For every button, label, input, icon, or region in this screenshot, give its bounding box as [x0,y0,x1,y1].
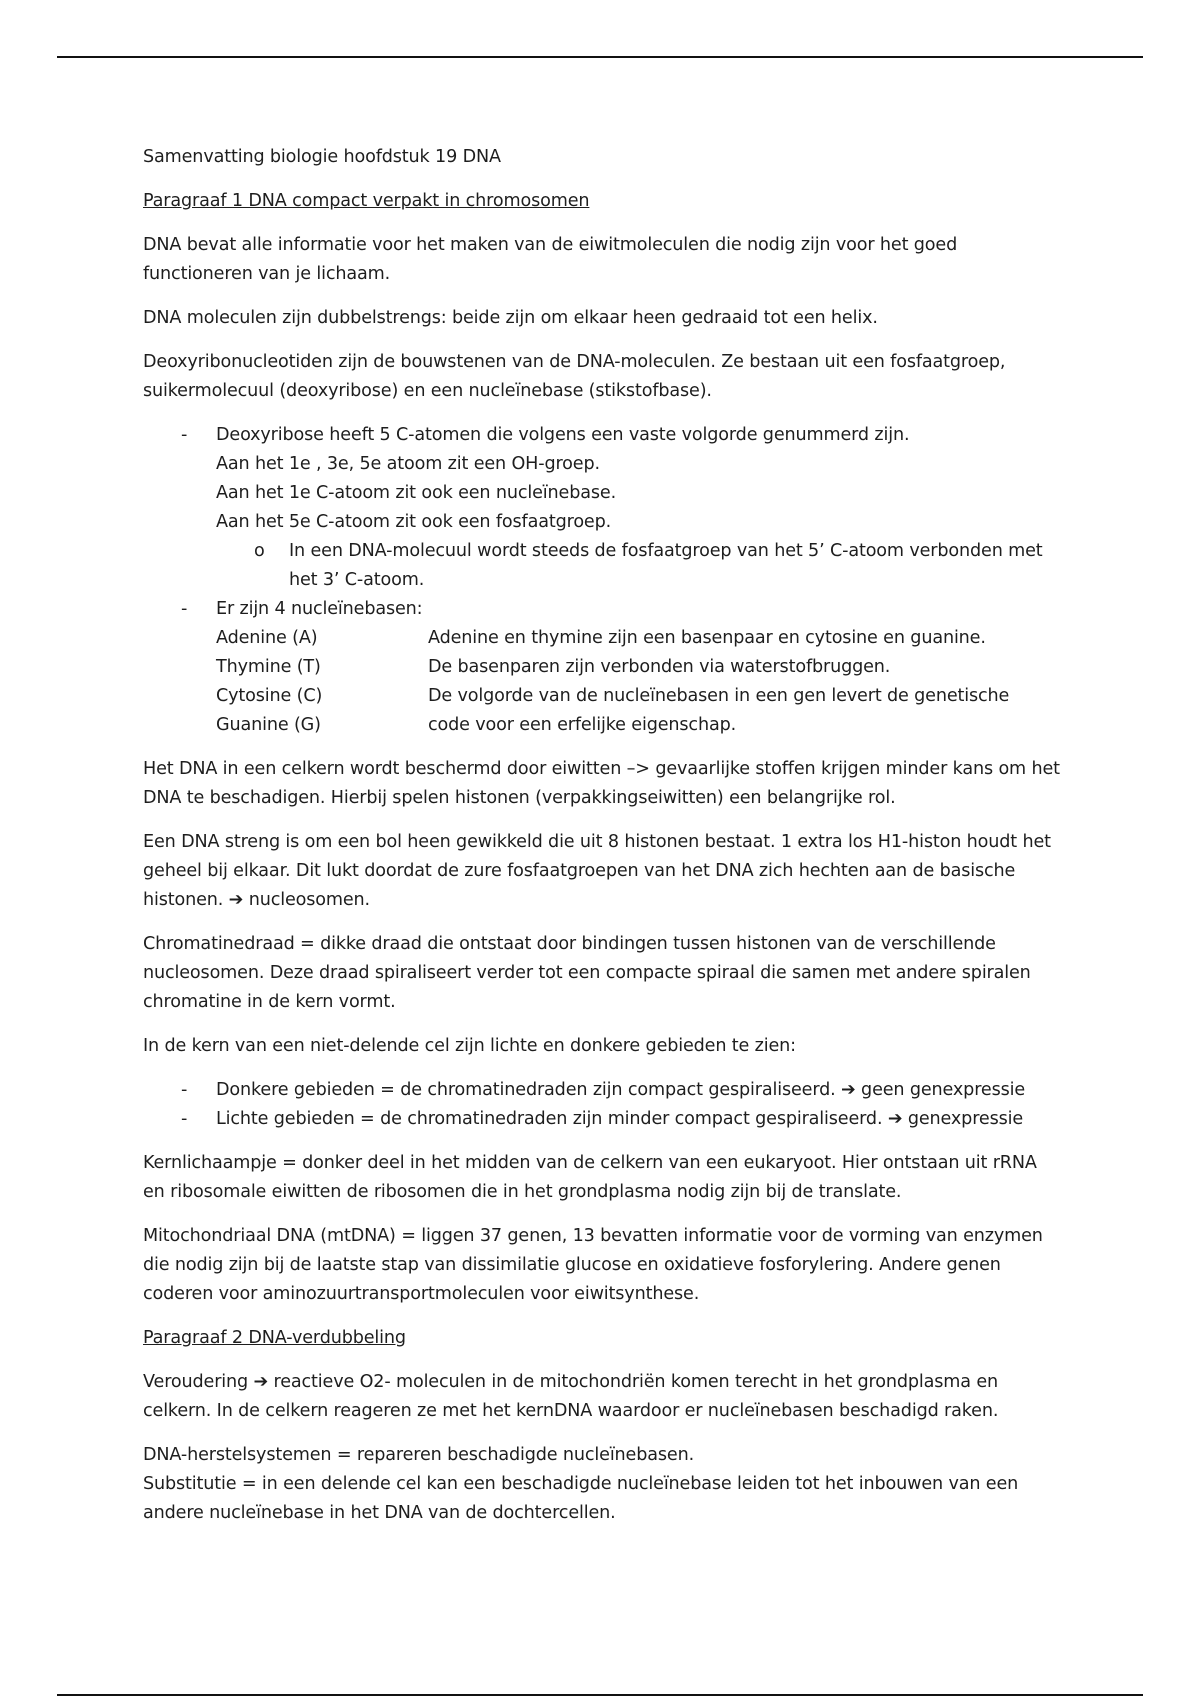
base-note: code voor een erfelijke eigenschap. [428,715,737,735]
base-name: Cytosine (C) [216,686,323,706]
section-heading-2: Paragraaf 2 DNA-verdubbeling [143,1328,406,1348]
sub-list-item [216,537,1063,595]
paragraph: Het DNA in een celkern wordt beschermd door eiwitten –> gevaarlijke stoffen krijgen minder kans om het DNA te beschadigen. Hierbij spelen histonen (verpakkingseiwitten) een belangrijke rol. [143,759,1060,808]
paragraph: Chromatinedraad = dikke draad die ontstaat door bindingen tussen histonen van de verschillende nucleosomen. Deze draad spiraliseert verder tot een compacte spiraal die samen met andere spiralen chromatine in de kern vormt. [143,934,1031,1012]
bottom-rule [57,1694,1143,1696]
bases-table [216,624,1063,740]
paragraph: DNA bevat alle informatie voor het maken van de eiwitmoleculen die nodig zijn voor het goed functioneren van je lichaam. [143,235,958,284]
regions-list [143,1076,1063,1134]
base-note: De basenparen zijn verbonden via waterstofbruggen. [428,657,891,677]
list-line: Deoxyribose heeft 5 C-atomen die volgens een vaste volgorde genummerd zijn. [216,425,910,445]
paragraph: Deoxyribonucleotiden zijn de bouwstenen van de DNA-moleculen. Ze bestaan uit een fosfaatgroep, suikermolecuul (deoxyribose) en een nucleïnebase (stikstofbase). [143,352,1006,401]
section-heading-1: Paragraaf 1 DNA compact verpakt in chromosomen [143,191,590,211]
dash-marker: - [181,1080,188,1100]
list-line: Aan het 1e , 3e, 5e atoom zit een OH-groep. [216,454,600,474]
list-line: Aan het 1e C-atoom zit ook een nucleïnebase. [216,483,617,503]
paragraph: Een DNA streng is om een bol heen gewikkeld die uit 8 histonen bestaat. 1 extra los H1-histon houdt het geheel bij elkaar. Dit lukt doordat de zure fosfaatgroepen van het DNA zich hechten aan de basische histonen. ➔ nucleosomen. [143,832,1051,910]
document-body [143,143,1063,1543]
list-item [143,421,1063,595]
dash-marker: - [181,425,188,445]
list-item [143,1076,1063,1105]
base-name: Adenine (A) [216,628,318,648]
paragraph: Veroudering ➔ reactieve O2- moleculen in de mitochondriën komen terecht in het grondplasma en celkern. In de celkern reageren ze met het kernDNA waardoor er nucleïnebasen beschadigd raken. [143,1372,999,1421]
sub-list-text: In een DNA-molecuul wordt steeds de fosfaatgroep van het 5’ C-atoom verbonden met het 3’ C-atoom. [289,541,1043,590]
paragraph: DNA-herstelsystemen = repareren beschadigde nucleïnebasen. [143,1445,695,1465]
base-note: De volgorde van de nucleïnebasen in een gen levert de genetische [428,686,1010,706]
bullet-list [143,421,1063,740]
paragraph: Kernlichaampje = donker deel in het midden van de celkern van een eukaryoot. Hier ontstaan uit rRNA en ribosomale eiwitten de ribosomen die in het grondplasma nodig zijn bij de translate. [143,1153,1037,1202]
paragraph: Substitutie = in een delende cel kan een beschadigde nucleïnebase leiden tot het inbouwen van een andere nucleïnebase in het DNA van de dochtercellen. [143,1474,1019,1523]
base-name: Guanine (G) [216,715,321,735]
top-rule [57,56,1143,58]
list-text: Donkere gebieden = de chromatinedraden zijn compact gespiraliseerd. ➔ geen genexpressie [216,1080,1026,1100]
base-name: Thymine (T) [216,657,321,677]
paragraph: In de kern van een niet-delende cel zijn lichte en donkere gebieden te zien: [143,1036,796,1056]
list-text: Lichte gebieden = de chromatinedraden zijn minder compact gespiraliseerd. ➔ genexpressie [216,1109,1024,1129]
document-title: Samenvatting biologie hoofdstuk 19 DNA [143,147,501,167]
list-item [143,1105,1063,1134]
list-item [143,595,1063,740]
list-line: Er zijn 4 nucleïnebasen: [216,599,423,619]
dash-marker: - [181,1109,188,1129]
dash-marker: - [181,599,188,619]
paragraph: DNA moleculen zijn dubbelstrengs: beide zijn om elkaar heen gedraaid tot een helix. [143,308,878,328]
list-line: Aan het 5e C-atoom zit ook een fosfaatgroep. [216,512,612,532]
circle-marker: o [254,541,265,561]
paragraph: Mitochondriaal DNA (mtDNA) = liggen 37 genen, 13 bevatten informatie voor de vorming van enzymen die nodig zijn bij de laatste stap van dissimilatie glucose en oxidatieve fosforylering. Andere genen coderen voor aminozuurtransportmoleculen voor eiwitsynthese. [143,1226,1043,1304]
base-note: Adenine en thymine zijn een basenpaar en cytosine en guanine. [428,628,986,648]
sub-list [216,537,1063,595]
